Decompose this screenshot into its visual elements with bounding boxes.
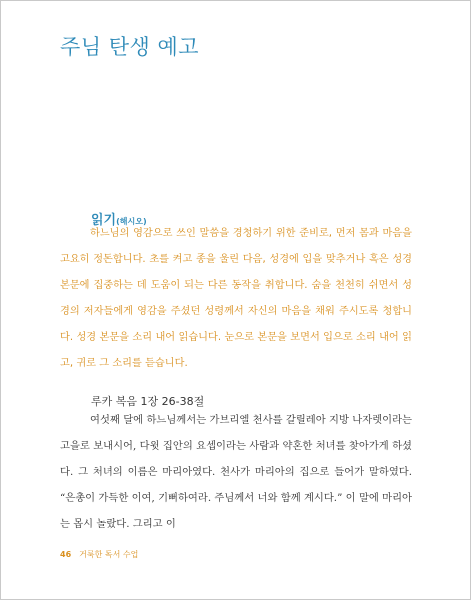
page-footer (60, 549, 138, 560)
page-number: 46 (60, 550, 72, 559)
scripture-paragraph: 여섯째 달에 하느님께서는 가브리엘 천사를 갈릴레아 지방 나자렛이라는 고을로 보내시어, 다윗 집안의 요셉이라는 사람과 약혼한 처녀를 찾아가게 하셨다. 그 처녀의 이름은 마리아였다. 천사가 마리아의 집으로 들어가 말하였다. “은총이 가득한 이여, 기뻐하여라. 주님께서 너와 함께 계시다.” 이 말에 마리아는 몹시 놀랐다. 그리고 이 (60, 414, 412, 530)
instructions-paragraph: 하느님의 영감으로 쓰인 말씀을 경청하기 위한 준비로, 먼저 몸과 마음을 고요히 정돈합니다. 초를 켜고 종을 울린 다음, 성경에 입을 맞추거나 혹은 성경 본문에 집중하는 데 도움이 되는 다른 동작을 취합니다. 숨을 천천히 쉬면서 성경의 저자들에게 영감을 주셨던 성령께서 자신의 마음을 채워 주시도록 청합니다. 성경 본문을 소리 내어 읽습니다. 눈으로 본문을 보면서 입으로 소리 내어 읽고, 귀로 그 소리를 듣습니다. (60, 228, 412, 369)
page-title: 주님 탄생 예고 (60, 35, 200, 59)
scripture-body (60, 407, 412, 537)
reading-heading-text: 읽기 (91, 213, 117, 228)
book-title: 거룩한 독서 수업 (79, 550, 139, 559)
reading-heading-subtitle: (해시오) (116, 217, 147, 226)
scripture-reference: 루카 복음 1장 26-38절 (91, 395, 205, 408)
reading-instructions (60, 221, 412, 377)
